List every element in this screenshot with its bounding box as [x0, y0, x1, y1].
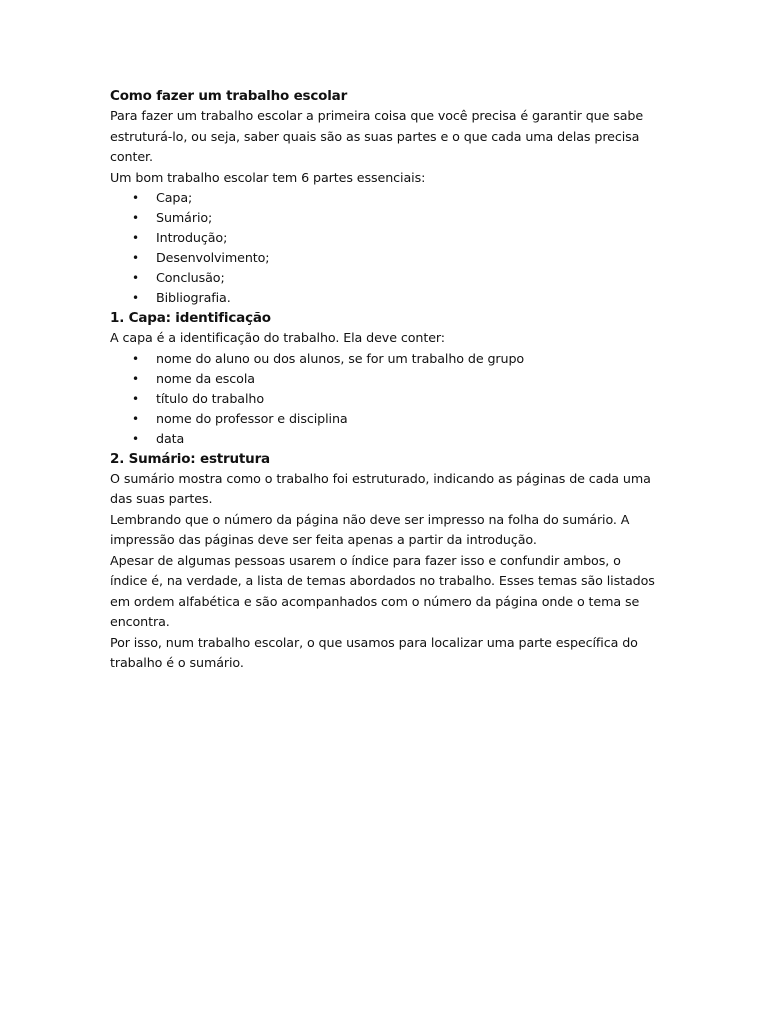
- list-item: • nome do professor e disciplina: [110, 409, 660, 429]
- list-item: • Desenvolvimento;: [110, 248, 660, 268]
- bullet-icon: •: [132, 251, 139, 265]
- document-body: [110, 86, 660, 674]
- list-item: • Capa;: [110, 188, 660, 208]
- bullet-icon: •: [132, 431, 139, 446]
- list-item: • Sumário;: [110, 208, 660, 228]
- sumario-paragraph: Por isso, num trabalho escolar, o que usamos para localizar uma parte específica do trabalho é o sumário.: [110, 634, 638, 670]
- list-item: • nome do aluno ou dos alunos, se for um trabalho de grupo: [110, 349, 660, 369]
- list-item: • Bibliografia.: [110, 288, 660, 308]
- bullet-icon: •: [132, 351, 139, 366]
- list-item: • Conclusão;: [110, 268, 660, 288]
- bullet-icon: •: [132, 231, 139, 245]
- section-heading-capa: 1. Capa: identificação: [110, 310, 271, 326]
- bullet-icon: •: [132, 371, 139, 386]
- document-title: Como fazer um trabalho escolar: [110, 88, 348, 104]
- capa-list: [110, 349, 660, 449]
- parts-intro: Um bom trabalho escolar tem 6 partes essenciais:: [110, 169, 426, 185]
- list-item: • nome da escola: [110, 369, 660, 389]
- list-item: • título do trabalho: [110, 389, 660, 409]
- bullet-icon: •: [132, 271, 139, 285]
- sumario-paragraph: Lembrando que o número da página não deve ser impresso na folha do sumário. A impressão das páginas deve ser feita apenas a partir da introdução.: [110, 511, 630, 547]
- bullet-icon: •: [132, 211, 139, 225]
- list-item: • data: [110, 429, 660, 449]
- bullet-icon: •: [132, 191, 139, 205]
- sumario-paragraph: Apesar de algumas pessoas usarem o índice para fazer isso e confundir ambos, o índice é, na verdade, a lista de temas abordados no trabalho. Esses temas são listados em ordem alfabética e são acompanhados com o número da página onde o tema se encontra.: [110, 552, 655, 629]
- bullet-icon: •: [132, 391, 139, 406]
- intro-paragraph: Para fazer um trabalho escolar a primeira coisa que você precisa é garantir que sabe estruturá-lo, ou seja, saber quais são as suas partes e o que cada uma delas precisa conter.: [110, 108, 644, 164]
- sumario-paragraph: O sumário mostra como o trabalho foi estruturado, indicando as páginas de cada uma das suas partes.: [110, 470, 651, 506]
- bullet-icon: •: [132, 411, 139, 426]
- section-heading-sumario: 2. Sumário: estrutura: [110, 450, 270, 467]
- bullet-icon: •: [132, 291, 139, 305]
- capa-intro: A capa é a identificação do trabalho. Ela deve conter:: [110, 330, 445, 345]
- list-item: • Introdução;: [110, 228, 660, 248]
- parts-list: [110, 188, 660, 308]
